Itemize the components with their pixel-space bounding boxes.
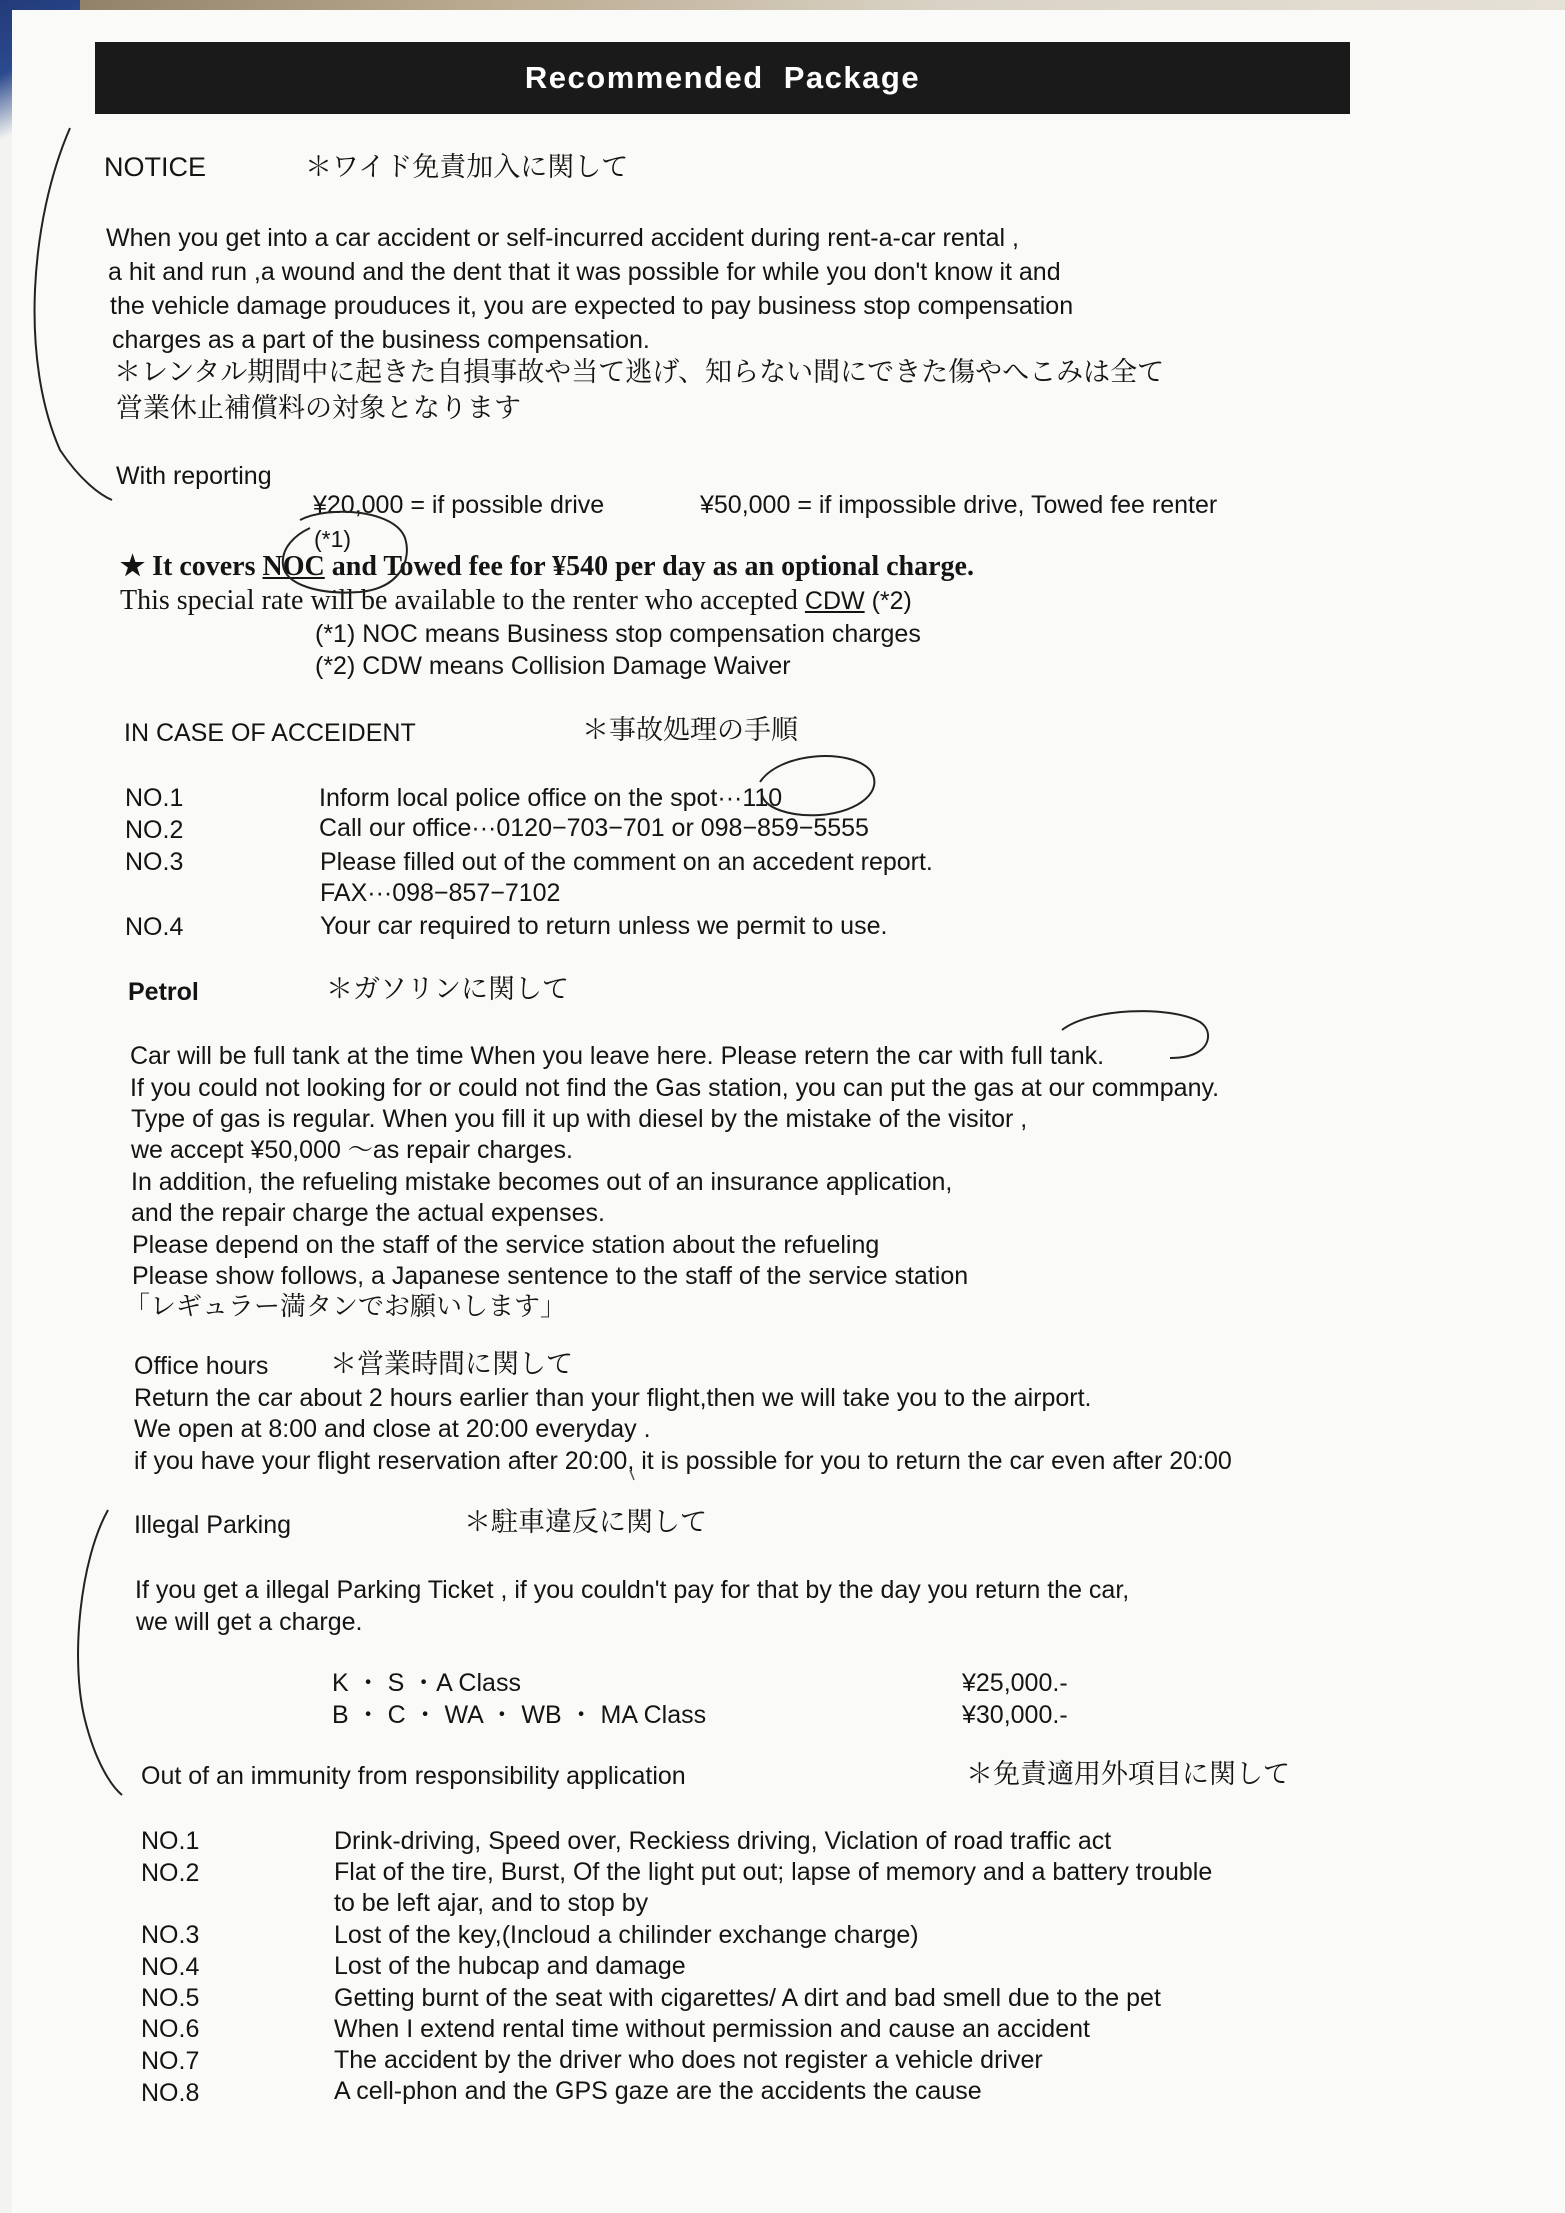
immunity-item: Flat of the tire, Burst, Of the light put out; lapse of memory and a battery trouble — [334, 1858, 1213, 1886]
immunity-no: NO.4 — [141, 1953, 200, 1981]
immunity-no: NO.5 — [141, 1984, 200, 2012]
accident-step: Inform local police office on the spot···110 — [319, 784, 783, 812]
parking-class-name: K ・ S ・A Class — [332, 1669, 521, 1697]
parking-class-price: ¥30,000.- — [962, 1701, 1068, 1729]
accident-no: NO.2 — [125, 816, 184, 844]
notice-jp-line: ＊レンタル期間中に起きた自損事故や当て逃げ、知らない間にできた傷やへこみは全て — [114, 357, 1165, 387]
accident-fax: FAX···098−857−7102 — [320, 879, 561, 907]
noc-note-mark: (*1) — [314, 526, 352, 552]
immunity-item: A cell-phon and the GPS gaze are the accidents the cause — [334, 2077, 982, 2105]
immunity-heading-jp: ＊免責適用外項目に関して — [966, 1759, 1290, 1789]
accident-step: Please filled out of the comment on an accedent report. — [320, 848, 933, 876]
accident-step: Your car required to return unless we permit to use. — [320, 912, 888, 940]
immunity-no: NO.6 — [141, 2015, 200, 2043]
parking-class-name: B ・ C ・ WA ・ WB ・ MA Class — [332, 1701, 707, 1729]
immunity-item: Getting burnt of the seat with cigarettes/ A dirt and bad smell due to the pet — [334, 1984, 1161, 2012]
petrol-line: we accept ¥50,000 〜as repair charges. — [131, 1136, 573, 1164]
notice-line: the vehicle damage prouduces it, you are expected to pay business stop compensation — [110, 292, 1074, 320]
immunity-no: NO.1 — [141, 1827, 200, 1855]
notice-heading: NOTICE — [104, 152, 207, 182]
office-heading-jp: ＊営業時間に関して — [330, 1349, 573, 1379]
notice-heading-jp: ＊ワイド免責加入に関して — [305, 152, 629, 182]
with-reporting-label: With reporting — [116, 462, 272, 490]
petrol-line: Car will be full tank at the time When you leave here. Please retern the car with full tank. — [130, 1042, 1105, 1070]
immunity-no: NO.7 — [141, 2047, 200, 2075]
accident-no: NO.4 — [125, 913, 184, 941]
office-line: Return the car about 2 hours earlier than your flight,then we will take you to the airport. — [134, 1384, 1092, 1412]
petrol-heading: Petrol — [128, 978, 199, 1006]
fee-impossible-drive: ¥50,000 = if impossible drive, Towed fee renter — [700, 491, 1218, 519]
special-rate-sentence: This special rate will be available to the renter who accepted CDW (*2) — [120, 585, 912, 616]
immunity-item: Lost of the hubcap and damage — [334, 1952, 686, 1980]
cdw-definition: (*2) CDW means Collision Damage Waiver — [315, 652, 791, 680]
immunity-item-cont: to be left ajar, and to stop by — [334, 1889, 649, 1917]
accident-no: NO.3 — [125, 848, 184, 876]
immunity-item: Drink-driving, Speed over, Reckiess driving, Viclation of road traffic act — [334, 1827, 1112, 1855]
parking-line: we will get a charge. — [136, 1608, 363, 1636]
immunity-no: NO.3 — [141, 1921, 200, 1949]
immunity-item: The accident by the driver who does not register a vehicle driver — [334, 2046, 1043, 2074]
immunity-item: Lost of the key,(Incloud a chilinder exchange charge) — [334, 1921, 919, 1949]
petrol-line: Please show follows, a Japanese sentence to the staff of the service station — [132, 1262, 969, 1290]
office-heading: Office hours — [134, 1352, 269, 1380]
immunity-no: NO.8 — [141, 2079, 200, 2107]
petrol-line: In addition, the refueling mistake becomes out of an insurance application, — [131, 1168, 953, 1196]
accident-step: Call our office···0120−703−701 or 098−859−5555 — [319, 814, 869, 842]
parking-heading-jp: ＊駐車違反に関して — [464, 1507, 707, 1537]
parking-heading: Illegal Parking — [134, 1511, 292, 1539]
petrol-line: Please depend on the staff of the service station about the refueling — [132, 1231, 880, 1259]
parking-class-price: ¥25,000.- — [962, 1669, 1068, 1697]
immunity-item: When I extend rental time without permission and cause an accident — [334, 2015, 1090, 2043]
fee-possible-drive: ¥20,000 = if possible drive — [313, 491, 605, 519]
petrol-heading-jp: ＊ガソリンに関して — [326, 974, 569, 1004]
accident-heading: IN CASE OF ACCEIDENT — [124, 719, 416, 747]
notice-line: When you get into a car accident or self-incurred accident during rent-a-car rental , — [106, 224, 1019, 252]
immunity-heading: Out of an immunity from responsibility application — [141, 1762, 686, 1790]
accident-heading-jp: ＊事故処理の手順 — [582, 715, 798, 745]
petrol-jp-phrase: 「レギュラー満タンでお願いします」 — [124, 1291, 567, 1321]
office-line: We open at 8:00 and close at 20:00 everyday . — [134, 1415, 651, 1443]
office-line: if you have your flight reservation after 20:00, it is possible for you to return the car even after 20:00 — [134, 1447, 1232, 1475]
notice-line: charges as a part of the business compensation. — [112, 326, 650, 354]
petrol-line: and the repair charge the actual expenses. — [131, 1199, 605, 1227]
petrol-line: If you could not looking for or could not find the Gas station, you can put the gas at our commpany. — [130, 1074, 1220, 1102]
notice-line: a hit and run ,a wound and the dent that it was possible for while you don't know it and — [108, 258, 1061, 286]
accident-no: NO.1 — [125, 784, 184, 812]
immunity-no: NO.2 — [141, 1859, 200, 1887]
notice-jp-line: 営業休止補償料の対象となります — [116, 393, 521, 423]
noc-definition: (*1) NOC means Business stop compensation charges — [315, 620, 921, 648]
parking-line: If you get a illegal Parking Ticket , if you couldn't pay for that by the day you return the car, — [135, 1576, 1130, 1604]
package-banner: Recommended Package — [95, 42, 1350, 114]
covers-sentence: ★ It covers NOC and Towed fee for ¥540 per day as an optional charge. — [120, 551, 974, 582]
petrol-line: Type of gas is regular. When you fill it up with diesel by the mistake of the visitor , — [131, 1105, 1028, 1133]
